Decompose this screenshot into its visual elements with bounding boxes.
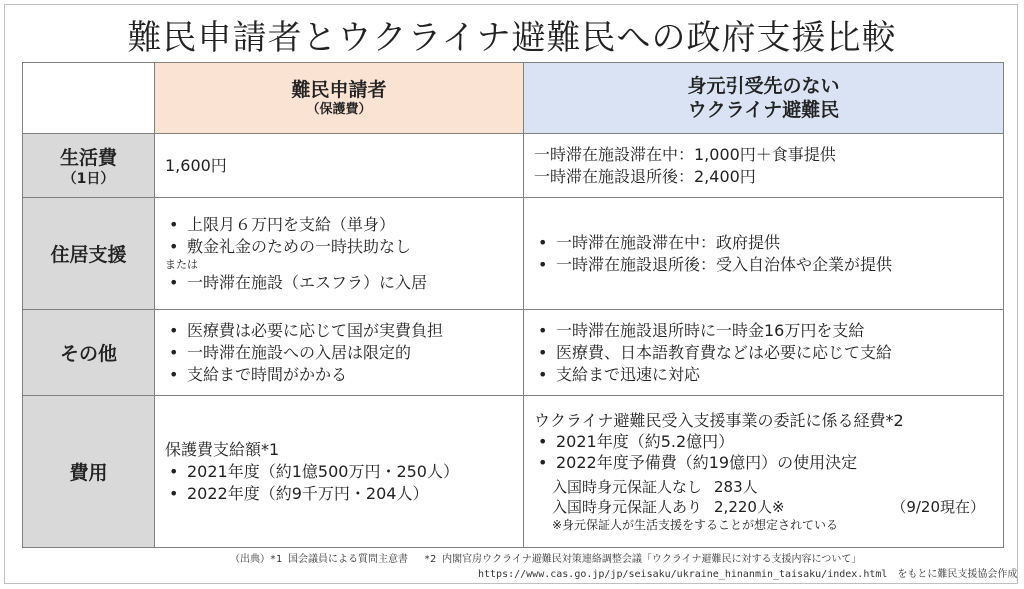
other-ukraine-item: • 一時滞在施設退所時に一時金16万円を支給: [534, 320, 993, 342]
corner-cell: [23, 63, 155, 134]
row-label-cost: [23, 396, 155, 548]
row-label-living: [23, 134, 155, 198]
living-ukraine-cell: [524, 134, 1004, 198]
living-ukraine-line2: 一時滞在施設退所後：2,400円: [534, 166, 756, 186]
cost-ukraine-cell: [524, 396, 1004, 548]
source-line-2: https://www.cas.go.jp/jp/seisaku/ukraine_hinanmin_taisaku/index.html をもとに難民支援協会作成: [478, 569, 1018, 580]
other-ukraine-item: • 医療費、日本語教育費などは必要に応じて支給: [534, 342, 993, 364]
living-sublabel: （1日）: [62, 171, 115, 187]
cost-refugee-cell: [155, 396, 524, 548]
housing-ukraine-item: • 一時滞在施設退所後：受入自治体や企業が提供: [534, 254, 993, 276]
row-other: [23, 310, 1004, 396]
cost-ukraine-item: • 2021年度（約5.2億円）: [534, 431, 993, 452]
header-refugee-applicants: [155, 63, 524, 134]
living-ukraine-line1: 一時滞在施設滞在中：1,000円＋食事提供: [534, 144, 836, 164]
guarantor-note: ※身元保証人が生活支援をすることが想定されている: [552, 518, 839, 532]
header-a-subtitle: （保護費）: [306, 102, 372, 117]
cost-entry-no-guarantor: [534, 477, 993, 497]
other-refugee-item: • 支給まで時間がかかる: [165, 364, 513, 386]
other-ukraine-cell: [524, 310, 1004, 396]
other-ukraine-item: • 支給まで迅速に対応: [534, 364, 993, 386]
entry-no-guarantor-label: 入国時身元保証人なし: [552, 478, 703, 496]
cost-ukraine-heading: ウクライナ避難民受入支援事業の委託に係る経費*2: [534, 411, 904, 430]
row-living-cost: [23, 134, 1004, 198]
other-label: その他: [59, 343, 117, 365]
cost-refugee-heading: 保護費支給額*1: [165, 439, 280, 459]
housing-ukraine-cell: [524, 198, 1004, 310]
header-row: [23, 63, 1004, 134]
row-housing: [23, 198, 1004, 310]
housing-label: 住居支援: [50, 244, 127, 266]
living-refugee-cell: [155, 134, 524, 198]
header-b-line2: ウクライナ避難民: [687, 99, 840, 121]
housing-ukraine-item: • 一時滞在施設滞在中：政府提供: [534, 232, 993, 254]
living-label: 生活費: [59, 147, 117, 169]
cost-ukraine-item: • 2022年度予備費（約19億円）の使用決定: [534, 452, 993, 473]
housing-refugee-item: • 敷金礼金のための一時扶助なし: [165, 236, 513, 258]
cost-refugee-item: • 2021年度（約1億500万円・250人）: [165, 461, 513, 483]
cost-entry-with-guarantor: [534, 497, 993, 517]
page-title: 難民申請者とウクライナ避難民への政府支援比較: [127, 18, 897, 58]
source-line-1: （出典）*1 国会議員による質問主意書 *2 内閣官房ウクライナ避難民対策連絡調整会議「ウクライナ避難民に対する支援内容について」: [230, 554, 862, 565]
other-refugee-cell: [155, 310, 524, 396]
entry-with-guarantor-label: 入国時身元保証人あり: [552, 498, 703, 516]
header-ukraine-evacuees: [524, 63, 1004, 134]
entry-no-guarantor-value: 283人: [714, 478, 758, 496]
housing-refugee-cell: [155, 198, 524, 310]
header-b-line1: 身元引受先のない: [687, 75, 840, 97]
comparison-table: [22, 62, 1004, 548]
housing-refugee-item: • 一時滞在施設（エスフラ）に入居: [165, 272, 513, 294]
cost-label: 費用: [69, 462, 108, 484]
other-refugee-item: • 医療費は必要に応じて国が実費負担: [165, 320, 513, 342]
entry-with-guarantor-value: 2,220人※: [714, 498, 785, 516]
row-label-other: [23, 310, 155, 396]
row-label-housing: [23, 198, 155, 310]
as-of-date: （9/20現在）: [891, 498, 985, 516]
housing-or-text: または: [165, 257, 198, 271]
other-refugee-item: • 一時滞在施設への入居は限定的: [165, 342, 513, 364]
living-refugee-amount: 1,600円: [165, 155, 227, 175]
header-a-title: 難民申請者: [291, 79, 387, 101]
housing-refugee-item: • 上限月６万円を支給（単身）: [165, 214, 513, 236]
cost-refugee-item: • 2022年度（約9千万円・204人）: [165, 483, 513, 505]
row-cost: [23, 396, 1004, 548]
